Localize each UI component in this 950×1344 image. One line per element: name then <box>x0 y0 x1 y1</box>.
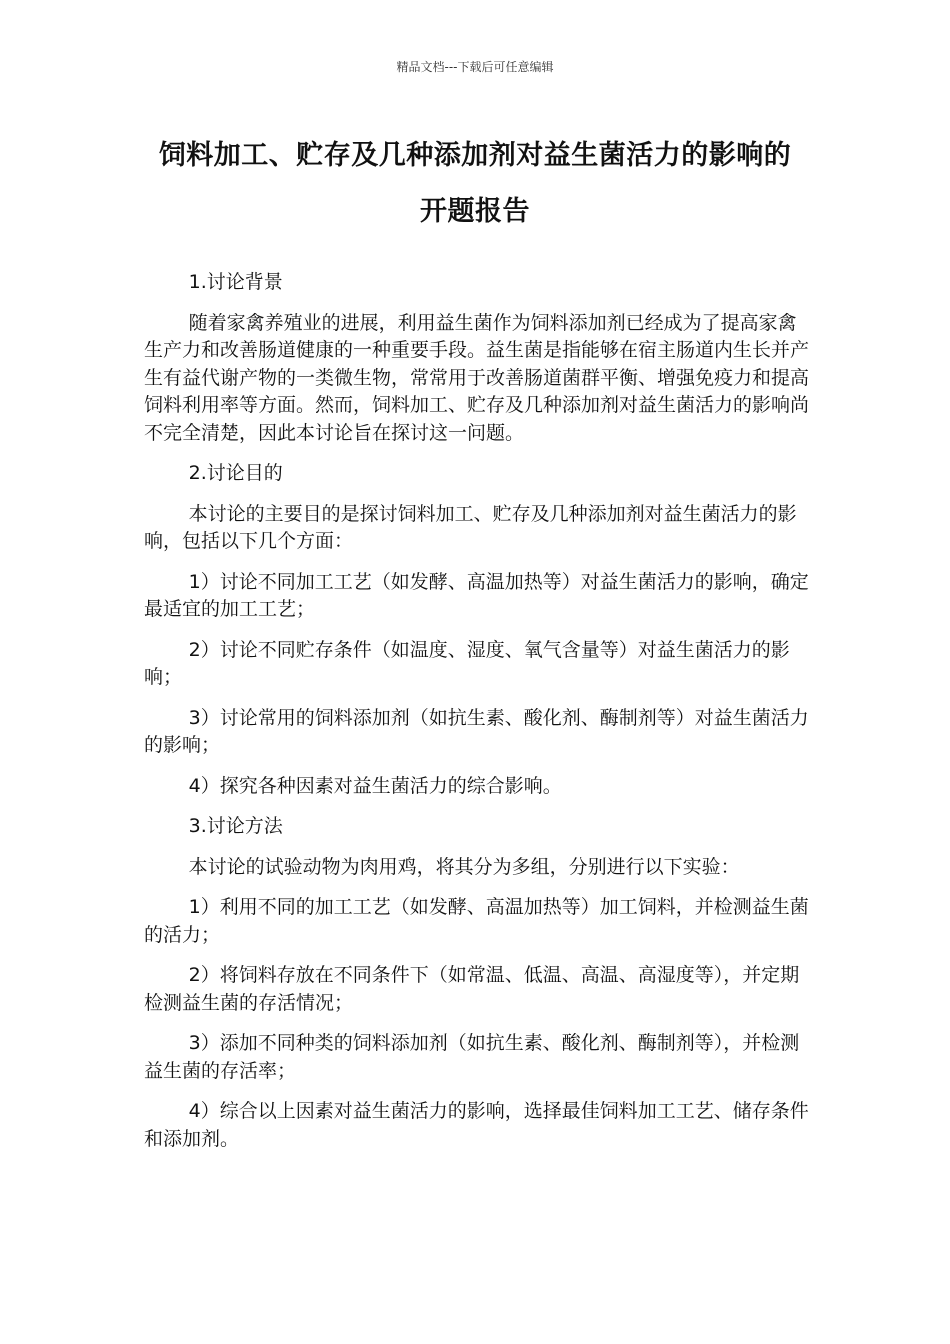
list-item-method-3: 3）添加不同种类的饲料添加剂（如抗生素、酸化剂、酶制剂等），并检测益生菌的存活率； <box>144 1032 800 1082</box>
list-item-purpose-1: 1）讨论不同加工工艺（如发酵、高温加热等）对益生菌活力的影响，确定最适宜的加工工艺； <box>144 570 809 620</box>
list-item-purpose-3: 3）讨论常用的饲料添加剂（如抗生素、酸化剂、酶制剂等）对益生菌活力的影响； <box>144 706 809 756</box>
list-item-method-2: 2）将饲料存放在不同条件下（如常温、低温、高温、高湿度等），并定期检测益生菌的存活情况； <box>144 964 800 1014</box>
paragraph-background: 随着家禽养殖业的进展，利用益生菌作为饲料添加剂已经成为了提高家禽生产力和改善肠道健康的一种重要手段。益生菌是指能够在宿主肠道内生长并产生有益代谢产物的一类微生物，常常用于改善肠道菌群平衡、增强免疫力和提高饲料利用率等方面。然而，饲料加工、贮存及几种添加剂对益生菌活力的影响尚不完全清楚，因此本讨论旨在探讨这一问题。 <box>144 311 810 444</box>
list-item-method-1: 1）利用不同的加工工艺（如发酵、高温加热等）加工饲料，并检测益生菌的活力； <box>144 896 809 946</box>
section-heading-methods: 3.讨论方法 <box>188 815 283 837</box>
title-line-1: 饲料加工、贮存及几种添加剂对益生菌活力的影响的 <box>158 140 792 171</box>
list-item-method-4: 4）综合以上因素对益生菌活力的影响，选择最佳饲料加工工艺、储存条件和添加剂。 <box>144 1100 809 1150</box>
paragraph-purpose-intro: 本讨论的主要目的是探讨饲料加工、贮存及几种添加剂对益生菌活力的影响，包括以下几个方面： <box>144 502 797 552</box>
title-line-2: 开题报告 <box>420 196 530 227</box>
page-header: 精品文档---下载后可任意编辑 <box>396 60 554 74</box>
document-title <box>140 128 810 240</box>
document-body <box>144 269 812 1166</box>
list-item-purpose-2: 2）讨论不同贮存条件（如温度、湿度、氧气含量等）对益生菌活力的影响； <box>144 638 790 688</box>
list-item-purpose-4: 4）探究各种因素对益生菌活力的综合影响。 <box>188 774 562 797</box>
section-heading-background: 1.讨论背景 <box>188 271 283 293</box>
paragraph-methods-intro: 本讨论的试验动物为肉用鸡，将其分为多组，分别进行以下实验： <box>188 855 740 878</box>
section-heading-purpose: 2.讨论目的 <box>188 462 283 484</box>
